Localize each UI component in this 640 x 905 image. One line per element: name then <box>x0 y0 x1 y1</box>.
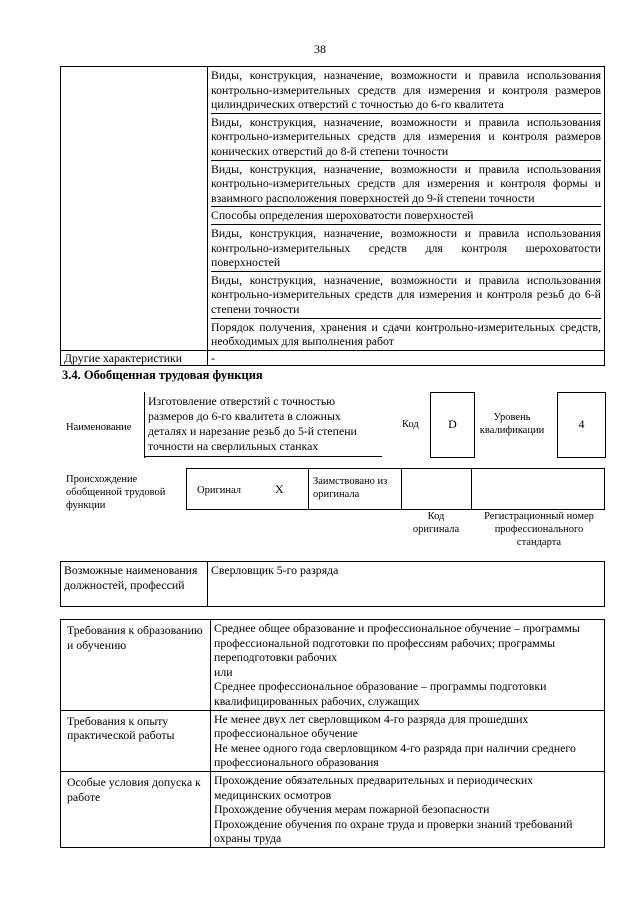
original-label: Оригинал <box>197 485 241 496</box>
page-number: 38 <box>314 42 326 56</box>
requirements-table <box>60 619 605 848</box>
education-value <box>211 620 605 711</box>
borrowed-label: Заимствовано из оригинала <box>313 476 388 500</box>
positions-table <box>60 561 605 607</box>
special-conditions-value <box>211 771 605 847</box>
knowledge-item: Способы определения шероховатости поверхностей <box>211 207 601 225</box>
code-caption: Код оригинала <box>412 511 460 535</box>
table-row <box>61 710 605 771</box>
knowledge-items-cell <box>208 67 605 351</box>
knowledge-item: Виды, конструкция, назначение, возможности и правила использования контрольно-измерительных средств для измерения и контроля размеров цилиндрических отверстий с точностью до 6-го квалитета <box>211 67 601 114</box>
knowledge-item: Виды, конструкция, назначение, возможности и правила использования контрольно-измерительных средств для измерения и контроля резьб до 6-й степени точности <box>211 272 601 319</box>
education-line: Среднее профессиональное образование – программы подготовки квалифицированных рабочих, служащих <box>214 679 547 708</box>
positions-value: Сверловщик 5-го разряда <box>208 562 605 607</box>
reg-caption: Регистрационный номер профессионального стандарта <box>484 511 594 548</box>
name-label: Наименование <box>66 422 132 433</box>
borrowed-cell <box>308 468 402 510</box>
special-conditions-line: Прохождение обучения по охране труда и проверки знаний требований охраны труда <box>214 816 573 846</box>
education-line: Среднее общее образование и профессиональное обучение – программы профессиональной подготовки по профессиям рабочих; программы переподготовки рабочих <box>214 621 580 665</box>
level-box <box>557 392 606 458</box>
name-value: Изготовление отверстий с точностью размеров до 6-го квалитета в сложных деталях и нарезание резьб до 5-й степени точности на сверлильных станках <box>148 394 357 453</box>
level-label: Уровень квалификации <box>479 412 545 436</box>
origin-label: Происхождение обобщенной трудовой функции <box>66 474 166 511</box>
original-cell <box>186 468 309 510</box>
knowledge-label-cell <box>61 67 208 351</box>
special-conditions-line: Прохождение обучения мерам пожарной безопасности <box>214 802 490 817</box>
name-box-left-border <box>144 392 145 458</box>
special-conditions-label: Особые условия допуска к работе <box>61 771 211 847</box>
code-label: Код <box>402 419 419 430</box>
table-row <box>61 620 605 711</box>
experience-label: Требования к опыту практической работы <box>61 710 211 771</box>
experience-value <box>211 710 605 771</box>
original-mark: X <box>275 482 284 496</box>
level-value: 4 <box>578 417 585 431</box>
reg-number-cell <box>472 468 605 510</box>
knowledge-item: Виды, конструкция, назначение, возможности и правила использования контрольно-измерительных средств для измерения и контроля размеров конических отверстий до 8-й степени точности <box>211 114 601 161</box>
education-label: Требования к образованию и обучению <box>61 620 211 711</box>
other-characteristics-value: - <box>208 350 605 366</box>
positions-label: Возможные наименования должностей, профессий <box>61 562 208 607</box>
name-box <box>144 392 382 457</box>
experience-line: Не менее одного года сверловщиком 4-го разряда при наличии среднего профессионального образования <box>214 740 576 770</box>
education-line: или <box>214 664 233 679</box>
knowledge-item: Виды, конструкция, назначение, возможности и правила использования контрольно-измерительных средств для контроля шероховатости поверхностей <box>211 225 601 272</box>
knowledge-item: Порядок получения, хранения и сдачи контрольно-измерительных средств, необходимых для выполнения работ <box>211 319 601 349</box>
special-conditions-line: Прохождение обязательных предварительных и периодических медицинских осмотров <box>214 772 534 802</box>
knowledge-table <box>60 66 605 366</box>
table-row <box>61 771 605 847</box>
experience-line: Не менее двух лет сверловщиком 4-го разряда для прошедших профессиональное обучение <box>214 711 529 741</box>
other-characteristics-label: Другие характеристики <box>61 350 208 366</box>
code-box <box>430 392 475 458</box>
code-value: D <box>448 417 457 431</box>
knowledge-item: Виды, конструкция, назначение, возможности и правила использования контрольно-измерительных средств для измерения и контроля формы и взаимного расположения поверхностей до 9-й степени точности <box>211 161 601 208</box>
origin-code-cell <box>401 468 472 510</box>
section-title: 3.4. Обобщенная трудовая функция <box>62 368 263 382</box>
